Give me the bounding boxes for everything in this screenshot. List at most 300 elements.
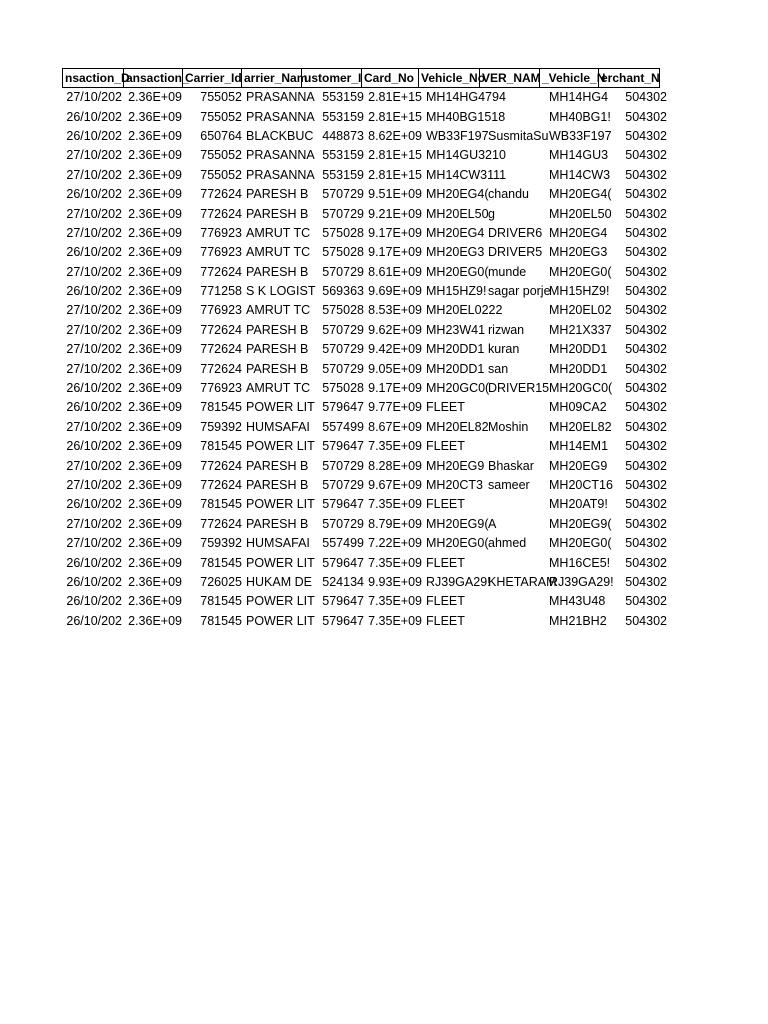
table-cell[interactable]: RJ39GA29! bbox=[426, 574, 491, 589]
table-cell[interactable]: MH20DD1 bbox=[426, 361, 485, 376]
table-cell[interactable]: MH20EG0( bbox=[549, 264, 612, 279]
table-cell[interactable]: PARESH B bbox=[246, 361, 309, 376]
table-cell[interactable]: POWER LIT bbox=[246, 497, 315, 512]
table-cell[interactable]: 781545 bbox=[200, 497, 242, 512]
table-cell[interactable]: 2.36E+09 bbox=[128, 109, 182, 124]
table-cell[interactable]: 2.36E+09 bbox=[128, 206, 182, 221]
table-cell[interactable]: 27/10/202 bbox=[66, 458, 122, 473]
table-cell[interactable]: MH20GC0( bbox=[426, 381, 490, 396]
table-cell[interactable]: 504302 bbox=[625, 167, 667, 182]
table-cell[interactable]: 2.36E+09 bbox=[128, 303, 182, 318]
table-cell[interactable]: g bbox=[488, 206, 495, 221]
table-cell[interactable]: 772624 bbox=[200, 187, 242, 202]
table-cell[interactable]: 27/10/202 bbox=[66, 536, 122, 551]
table-cell[interactable]: san bbox=[488, 361, 509, 376]
table-cell[interactable]: 776923 bbox=[200, 225, 242, 240]
table-cell[interactable]: DRIVER6 bbox=[488, 225, 543, 240]
table-cell[interactable]: 2.36E+09 bbox=[128, 594, 182, 609]
table-cell[interactable]: MH20EG4( bbox=[549, 187, 612, 202]
table-cell[interactable]: MH14CW3111 bbox=[426, 167, 507, 182]
table-cell[interactable]: 781545 bbox=[200, 555, 242, 570]
table-row bbox=[62, 398, 669, 417]
table-cell[interactable]: MH20EG9( bbox=[426, 516, 489, 531]
table-cell[interactable]: 9.67E+09 bbox=[368, 478, 422, 492]
table-cell[interactable]: MH15HZ9! bbox=[426, 284, 487, 299]
table-cell[interactable]: 448873 bbox=[322, 128, 364, 143]
table-row bbox=[62, 592, 669, 611]
table-cell[interactable]: MH23W41 bbox=[426, 322, 486, 337]
table-cell[interactable]: 579647 bbox=[322, 555, 364, 570]
table-cell[interactable]: 9.17E+09 bbox=[368, 225, 422, 240]
table-cell[interactable]: 7.35E+09 bbox=[368, 555, 422, 570]
table-cell[interactable]: PARESH B bbox=[246, 342, 309, 357]
table-cell[interactable]: SusmitaSu bbox=[488, 128, 549, 143]
table-cell[interactable]: 9.62E+09 bbox=[368, 322, 422, 337]
table-cell[interactable]: 2.36E+09 bbox=[128, 419, 182, 434]
table-cell[interactable]: AMRUT TC bbox=[246, 303, 311, 318]
table-cell[interactable]: 772624 bbox=[200, 264, 242, 279]
table-cell[interactable]: munde bbox=[488, 264, 527, 279]
table-cell[interactable]: 772624 bbox=[200, 342, 242, 357]
table-row bbox=[62, 476, 669, 495]
table-cell[interactable]: AMRUT TC bbox=[246, 225, 311, 240]
table-cell[interactable]: 579647 bbox=[322, 594, 364, 609]
table-cell[interactable]: 2.36E+09 bbox=[128, 574, 182, 589]
table-cell[interactable]: 575028 bbox=[322, 381, 364, 396]
table-cell[interactable]: 504302 bbox=[625, 400, 667, 415]
table-cell[interactable]: 26/10/202 bbox=[66, 613, 122, 628]
table-cell[interactable]: 8.67E+09 bbox=[368, 419, 422, 434]
table-cell[interactable]: MH14EM1 bbox=[549, 439, 609, 454]
table-cell[interactable]: HUKAM DE bbox=[246, 574, 312, 589]
table-cell[interactable]: 2.36E+09 bbox=[128, 536, 182, 551]
table-cell[interactable]: MH20EL50 bbox=[426, 206, 489, 221]
table-cell[interactable]: 570729 bbox=[322, 264, 364, 279]
table-cell[interactable]: 27/10/202 bbox=[66, 225, 122, 240]
table-cell[interactable]: kuran bbox=[488, 342, 520, 357]
table-cell[interactable]: MH20EG4 bbox=[426, 225, 485, 240]
table-cell[interactable]: 776923 bbox=[200, 303, 242, 318]
table-cell[interactable]: 772624 bbox=[200, 458, 242, 473]
table-cell[interactable]: 9.17E+09 bbox=[368, 245, 422, 260]
table-cell[interactable]: 2.36E+09 bbox=[128, 613, 182, 628]
table-cell[interactable]: MH20AT9! bbox=[549, 497, 608, 512]
table-cell[interactable]: 7.22E+09 bbox=[368, 536, 422, 551]
table-cell[interactable]: 579647 bbox=[322, 613, 364, 628]
table-cell[interactable]: MH14GU3210 bbox=[426, 148, 506, 163]
table-cell[interactable]: RJ39GA29! bbox=[549, 574, 614, 589]
table-cell[interactable]: PARESH B bbox=[246, 187, 309, 202]
table-cell[interactable]: Moshin bbox=[488, 419, 529, 434]
table-cell[interactable]: 557499 bbox=[322, 536, 364, 551]
table-cell[interactable]: 579647 bbox=[322, 400, 364, 415]
table-cell[interactable]: 504302 bbox=[625, 478, 667, 492]
table-cell[interactable]: MH20EG0( bbox=[549, 536, 612, 551]
table-cell[interactable]: 772624 bbox=[200, 478, 242, 492]
table-cell[interactable]: MH20EG4( bbox=[426, 187, 489, 202]
table-cell[interactable]: 575028 bbox=[322, 303, 364, 318]
table-cell[interactable]: MH20DD1 bbox=[426, 342, 485, 357]
table-row bbox=[62, 418, 669, 437]
table-cell[interactable]: PARESH B bbox=[246, 264, 309, 279]
table-cell[interactable]: MH20EG9( bbox=[549, 516, 612, 531]
table-cell[interactable]: HUMSAFAI bbox=[246, 419, 310, 434]
table-row bbox=[62, 612, 669, 631]
table-row bbox=[62, 379, 669, 398]
table-cell[interactable]: WB33F197 bbox=[549, 128, 612, 143]
table-cell[interactable]: 2.36E+09 bbox=[128, 342, 182, 357]
table-cell[interactable]: FLEET bbox=[426, 400, 465, 415]
table-cell[interactable]: 575028 bbox=[322, 245, 364, 260]
table-row bbox=[62, 204, 669, 223]
table-cell[interactable]: 570729 bbox=[322, 516, 364, 531]
table-cell[interactable]: MH14GU3 bbox=[549, 148, 609, 163]
table-cell[interactable]: FLEET bbox=[426, 555, 465, 570]
table-cell[interactable]: 772624 bbox=[200, 322, 242, 337]
table-cell[interactable]: 504302 bbox=[625, 148, 667, 163]
table-cell[interactable]: 2.36E+09 bbox=[128, 90, 182, 105]
table-cell[interactable]: 781545 bbox=[200, 400, 242, 415]
table-cell[interactable]: 504302 bbox=[625, 555, 667, 570]
column-header[interactable]: Carrier_Id bbox=[182, 68, 242, 88]
table-cell[interactable]: 27/10/202 bbox=[66, 264, 122, 279]
table-cell[interactable]: 26/10/202 bbox=[66, 439, 122, 454]
table-cell[interactable]: 579647 bbox=[322, 497, 364, 512]
table-cell[interactable]: 776923 bbox=[200, 381, 242, 396]
table-cell[interactable]: 9.77E+09 bbox=[368, 400, 422, 415]
table-cell[interactable]: 759392 bbox=[200, 419, 242, 434]
table-cell[interactable]: 504302 bbox=[625, 245, 667, 260]
table-cell[interactable]: 8.79E+09 bbox=[368, 516, 422, 531]
table-cell[interactable]: 726025 bbox=[200, 574, 242, 589]
table-cell[interactable]: BLACKBUC bbox=[246, 128, 314, 143]
table-cell[interactable]: 8.28E+09 bbox=[368, 458, 422, 473]
table-cell[interactable]: 570729 bbox=[322, 458, 364, 473]
table-cell[interactable]: PRASANNA bbox=[246, 148, 315, 163]
table-cell[interactable]: MH20EL82 bbox=[549, 419, 612, 434]
column-header[interactable]: _Vehicle_N bbox=[539, 68, 599, 88]
table-cell[interactable]: 579647 bbox=[322, 439, 364, 454]
spreadsheet-table bbox=[62, 68, 669, 631]
table-cell[interactable]: A bbox=[488, 516, 497, 531]
table-cell[interactable]: MH20GC0( bbox=[549, 381, 613, 396]
table-cell[interactable]: 776923 bbox=[200, 245, 242, 260]
table-cell[interactable]: PARESH B bbox=[246, 322, 309, 337]
table-cell[interactable]: 772624 bbox=[200, 516, 242, 531]
table-cell[interactable]: MH20EG3 bbox=[549, 245, 608, 260]
table-cell[interactable]: 570729 bbox=[322, 322, 364, 337]
table-cell[interactable]: PARESH B bbox=[246, 478, 309, 492]
table-cell[interactable]: PARESH B bbox=[246, 458, 309, 473]
column-header[interactable]: arrier_Nam bbox=[241, 68, 302, 88]
table-cell[interactable]: sameer bbox=[488, 478, 530, 492]
table-cell[interactable]: 9.17E+09 bbox=[368, 381, 422, 396]
table-cell[interactable]: rizwan bbox=[488, 322, 525, 337]
table-cell[interactable]: 26/10/202 bbox=[66, 555, 122, 570]
table-cell[interactable]: POWER LIT bbox=[246, 594, 315, 609]
table-cell[interactable]: 7.35E+09 bbox=[368, 439, 422, 454]
table-cell[interactable]: WB33F197 bbox=[426, 128, 489, 143]
table-cell[interactable]: 2.36E+09 bbox=[128, 128, 182, 143]
table-cell[interactable]: MH20EL50 bbox=[549, 206, 612, 221]
table-cell[interactable]: 755052 bbox=[200, 90, 242, 105]
table-cell[interactable]: 7.35E+09 bbox=[368, 594, 422, 609]
table-cell[interactable]: 772624 bbox=[200, 361, 242, 376]
table-cell[interactable]: 26/10/202 bbox=[66, 594, 122, 609]
table-cell[interactable]: 781545 bbox=[200, 594, 242, 609]
table-cell[interactable]: PRASANNA bbox=[246, 109, 315, 124]
table-cell[interactable]: 781545 bbox=[200, 613, 242, 628]
table-cell[interactable]: 26/10/202 bbox=[66, 128, 122, 143]
column-header[interactable]: VER_NAM bbox=[479, 68, 540, 88]
table-cell[interactable]: 575028 bbox=[322, 225, 364, 240]
column-header[interactable]: Card_No bbox=[361, 68, 419, 88]
table-cell[interactable]: MH14HG4 bbox=[549, 90, 609, 105]
table-cell[interactable]: MH20CT16 bbox=[549, 478, 613, 492]
table-cell[interactable]: chandu bbox=[488, 187, 530, 202]
table-cell[interactable]: 504302 bbox=[625, 109, 667, 124]
table-cell[interactable]: 27/10/202 bbox=[66, 342, 122, 357]
table-cell[interactable]: 504302 bbox=[625, 381, 667, 396]
table-cell[interactable]: 504302 bbox=[625, 342, 667, 357]
table-cell[interactable]: 2.36E+09 bbox=[128, 187, 182, 202]
table-cell[interactable]: 2.36E+09 bbox=[128, 497, 182, 512]
table-cell[interactable]: MH14HG4794 bbox=[426, 90, 506, 105]
table-cell[interactable]: 504302 bbox=[625, 497, 667, 512]
table-cell[interactable]: MH21X337 bbox=[549, 322, 612, 337]
table-cell[interactable]: 504302 bbox=[625, 322, 667, 337]
table-cell[interactable]: 570729 bbox=[322, 478, 364, 492]
table-cell[interactable]: 2.81E+15 bbox=[368, 90, 422, 105]
table-cell[interactable]: 7.35E+09 bbox=[368, 613, 422, 628]
table-row bbox=[62, 166, 669, 185]
table-cell[interactable]: 504302 bbox=[625, 361, 667, 376]
table-cell[interactable]: 504302 bbox=[625, 264, 667, 279]
table-cell[interactable]: 759392 bbox=[200, 536, 242, 551]
table-cell[interactable]: 504302 bbox=[625, 284, 667, 299]
table-cell[interactable]: 9.93E+09 bbox=[368, 574, 422, 589]
table-row bbox=[62, 553, 669, 572]
table-cell[interactable]: 26/10/202 bbox=[66, 245, 122, 260]
table-cell[interactable]: 570729 bbox=[322, 342, 364, 357]
table-cell[interactable]: AMRUT TC bbox=[246, 245, 311, 260]
table-cell[interactable]: 26/10/202 bbox=[66, 284, 122, 299]
table-cell[interactable]: MH20EL82 bbox=[426, 419, 489, 434]
table-cell[interactable]: KHETARAM bbox=[488, 574, 557, 589]
table-cell[interactable]: FLEET bbox=[426, 439, 465, 454]
table-cell[interactable]: FLEET bbox=[426, 613, 465, 628]
table-cell[interactable]: MH20EL0222 bbox=[426, 303, 503, 318]
table-cell[interactable]: 504302 bbox=[625, 574, 667, 589]
table-cell[interactable]: 26/10/202 bbox=[66, 187, 122, 202]
table-cell[interactable]: 8.53E+09 bbox=[368, 303, 422, 318]
table-cell[interactable]: 504302 bbox=[625, 303, 667, 318]
table-cell[interactable]: AMRUT TC bbox=[246, 381, 311, 396]
table-cell[interactable]: POWER LIT bbox=[246, 613, 315, 628]
table-body bbox=[62, 88, 669, 631]
table-cell[interactable]: MH20EG0( bbox=[426, 264, 489, 279]
table-cell[interactable]: S K LOGIST bbox=[246, 284, 316, 299]
table-cell[interactable]: 27/10/202 bbox=[66, 90, 122, 105]
table-cell[interactable]: PRASANNA bbox=[246, 90, 315, 105]
table-cell[interactable]: 26/10/202 bbox=[66, 381, 122, 396]
table-cell[interactable]: 26/10/202 bbox=[66, 400, 122, 415]
table-cell[interactable]: 27/10/202 bbox=[66, 516, 122, 531]
table-cell[interactable]: 27/10/202 bbox=[66, 361, 122, 376]
table-row bbox=[62, 88, 669, 107]
table-row bbox=[62, 263, 669, 282]
table-cell[interactable]: 2.81E+15 bbox=[368, 167, 422, 182]
table-cell[interactable]: MH15HZ9! bbox=[549, 284, 610, 299]
table-cell[interactable]: 504302 bbox=[625, 516, 667, 531]
table-cell[interactable]: 2.81E+15 bbox=[368, 148, 422, 163]
table-cell[interactable]: MH20EG9 bbox=[549, 458, 608, 473]
table-cell[interactable]: MH16CE5! bbox=[549, 555, 611, 570]
table-cell[interactable]: 650764 bbox=[200, 128, 242, 143]
table-cell[interactable]: 772624 bbox=[200, 206, 242, 221]
table-cell[interactable]: 553159 bbox=[322, 109, 364, 124]
table-cell[interactable]: PARESH B bbox=[246, 206, 309, 221]
table-cell[interactable]: 27/10/202 bbox=[66, 303, 122, 318]
column-header[interactable]: ustomer_I bbox=[301, 68, 362, 88]
table-cell[interactable]: MH20EG3 bbox=[426, 245, 485, 260]
table-cell[interactable]: 2.36E+09 bbox=[128, 245, 182, 260]
table-cell[interactable]: 553159 bbox=[322, 167, 364, 182]
table-cell[interactable]: 7.35E+09 bbox=[368, 497, 422, 512]
table-cell[interactable]: 2.36E+09 bbox=[128, 400, 182, 415]
column-header[interactable]: Vehicle_No bbox=[418, 68, 480, 88]
table-cell[interactable]: 2.36E+09 bbox=[128, 516, 182, 531]
table-cell[interactable]: 504302 bbox=[625, 419, 667, 434]
table-cell[interactable]: 27/10/202 bbox=[66, 478, 122, 492]
table-cell[interactable]: MH20EG4 bbox=[549, 225, 608, 240]
table-cell[interactable]: Bhaskar bbox=[488, 458, 534, 473]
table-cell[interactable]: 2.36E+09 bbox=[128, 225, 182, 240]
table-cell[interactable]: 2.36E+09 bbox=[128, 167, 182, 182]
table-cell[interactable]: 2.36E+09 bbox=[128, 555, 182, 570]
table-cell[interactable]: 2.36E+09 bbox=[128, 458, 182, 473]
table-cell[interactable]: MH20EG0( bbox=[426, 536, 489, 551]
table-cell[interactable]: 570729 bbox=[322, 361, 364, 376]
table-cell[interactable]: 9.21E+09 bbox=[368, 206, 422, 221]
column-header[interactable]: ansaction_ bbox=[123, 68, 183, 88]
table-row bbox=[62, 224, 669, 243]
table-cell[interactable]: MH21BH2 bbox=[549, 613, 607, 628]
table-row bbox=[62, 127, 669, 146]
table-cell[interactable]: 2.36E+09 bbox=[128, 381, 182, 396]
table-cell[interactable]: 2.36E+09 bbox=[128, 478, 182, 492]
table-cell[interactable]: POWER LIT bbox=[246, 439, 315, 454]
table-cell[interactable]: FLEET bbox=[426, 594, 465, 609]
table-cell[interactable]: HUMSAFAI bbox=[246, 536, 310, 551]
table-cell[interactable]: 569363 bbox=[322, 284, 364, 299]
header-row bbox=[62, 68, 669, 88]
table-row bbox=[62, 301, 669, 320]
table-cell[interactable]: 27/10/202 bbox=[66, 148, 122, 163]
table-cell[interactable]: 8.62E+09 bbox=[368, 128, 422, 143]
table-cell[interactable]: 504302 bbox=[625, 439, 667, 454]
table-cell[interactable]: PARESH B bbox=[246, 516, 309, 531]
table-cell[interactable]: 2.36E+09 bbox=[128, 264, 182, 279]
table-cell[interactable]: MH09CA2 bbox=[549, 400, 607, 415]
table-cell[interactable]: MH20EL02 bbox=[549, 303, 612, 318]
table-cell[interactable]: DRIVER15 bbox=[488, 381, 550, 396]
table-cell[interactable]: 755052 bbox=[200, 167, 242, 182]
table-cell[interactable]: 504302 bbox=[625, 225, 667, 240]
table-cell[interactable]: MH20DD1 bbox=[549, 361, 608, 376]
table-cell[interactable]: 26/10/202 bbox=[66, 497, 122, 512]
table-cell[interactable]: 504302 bbox=[625, 90, 667, 105]
table-row bbox=[62, 515, 669, 534]
table-cell[interactable]: 27/10/202 bbox=[66, 206, 122, 221]
table-cell[interactable]: 755052 bbox=[200, 109, 242, 124]
table-cell[interactable]: DRIVER5 bbox=[488, 245, 543, 260]
column-header[interactable]: nsaction_D bbox=[62, 68, 124, 88]
table-cell[interactable]: 27/10/202 bbox=[66, 322, 122, 337]
table-cell[interactable]: 781545 bbox=[200, 439, 242, 454]
table-cell[interactable]: sagar porje bbox=[488, 284, 551, 299]
column-header[interactable]: erchant_N bbox=[598, 68, 660, 88]
table-row bbox=[62, 146, 669, 165]
table-cell[interactable]: 504302 bbox=[625, 187, 667, 202]
table-cell[interactable]: 553159 bbox=[322, 90, 364, 105]
table-cell[interactable]: 26/10/202 bbox=[66, 574, 122, 589]
table-cell[interactable]: 504302 bbox=[625, 594, 667, 609]
table-cell[interactable]: 9.51E+09 bbox=[368, 187, 422, 202]
table-cell[interactable]: 2.36E+09 bbox=[128, 148, 182, 163]
table-cell[interactable]: 504302 bbox=[625, 128, 667, 143]
table-cell[interactable]: 9.05E+09 bbox=[368, 361, 422, 376]
table-cell[interactable]: 771258 bbox=[200, 284, 242, 299]
table-cell[interactable]: 570729 bbox=[322, 187, 364, 202]
table-cell[interactable]: 27/10/202 bbox=[66, 167, 122, 182]
table-cell[interactable]: 27/10/202 bbox=[66, 419, 122, 434]
table-cell[interactable]: 524134 bbox=[322, 574, 364, 589]
table-cell[interactable]: 9.69E+09 bbox=[368, 284, 422, 299]
table-cell[interactable]: MH40BG1518 bbox=[426, 109, 506, 124]
table-cell[interactable]: 2.36E+09 bbox=[128, 284, 182, 299]
table-cell[interactable]: 26/10/202 bbox=[66, 109, 122, 124]
table-cell[interactable]: MH20DD1 bbox=[549, 342, 608, 357]
table-cell[interactable]: 9.42E+09 bbox=[368, 342, 422, 357]
table-cell[interactable]: MH14CW3 bbox=[549, 167, 611, 182]
table-cell[interactable]: 504302 bbox=[625, 206, 667, 221]
table-cell[interactable]: 570729 bbox=[322, 206, 364, 221]
table-cell[interactable]: 2.36E+09 bbox=[128, 322, 182, 337]
table-cell[interactable]: 557499 bbox=[322, 419, 364, 434]
table-cell[interactable]: PRASANNA bbox=[246, 167, 315, 182]
table-cell[interactable]: 504302 bbox=[625, 613, 667, 628]
table-cell[interactable]: 553159 bbox=[322, 148, 364, 163]
table-cell[interactable]: MH20CT3 bbox=[426, 478, 483, 492]
table-cell[interactable]: 755052 bbox=[200, 148, 242, 163]
table-cell[interactable]: MH40BG1! bbox=[549, 109, 611, 124]
table-cell[interactable]: 2.81E+15 bbox=[368, 109, 422, 124]
table-cell[interactable]: 504302 bbox=[625, 458, 667, 473]
table-cell[interactable]: MH43U48 bbox=[549, 594, 606, 609]
table-cell[interactable]: MH20EG9 bbox=[426, 458, 485, 473]
table-cell[interactable]: 2.36E+09 bbox=[128, 361, 182, 376]
table-cell[interactable]: 504302 bbox=[625, 536, 667, 551]
table-cell[interactable]: 2.36E+09 bbox=[128, 439, 182, 454]
table-cell[interactable]: ahmed bbox=[488, 536, 527, 551]
table-cell[interactable]: FLEET bbox=[426, 497, 465, 512]
table-row bbox=[62, 495, 669, 514]
table-cell[interactable]: 8.61E+09 bbox=[368, 264, 422, 279]
table-row bbox=[62, 359, 669, 378]
table-cell[interactable]: POWER LIT bbox=[246, 555, 315, 570]
table-cell[interactable]: POWER LIT bbox=[246, 400, 315, 415]
